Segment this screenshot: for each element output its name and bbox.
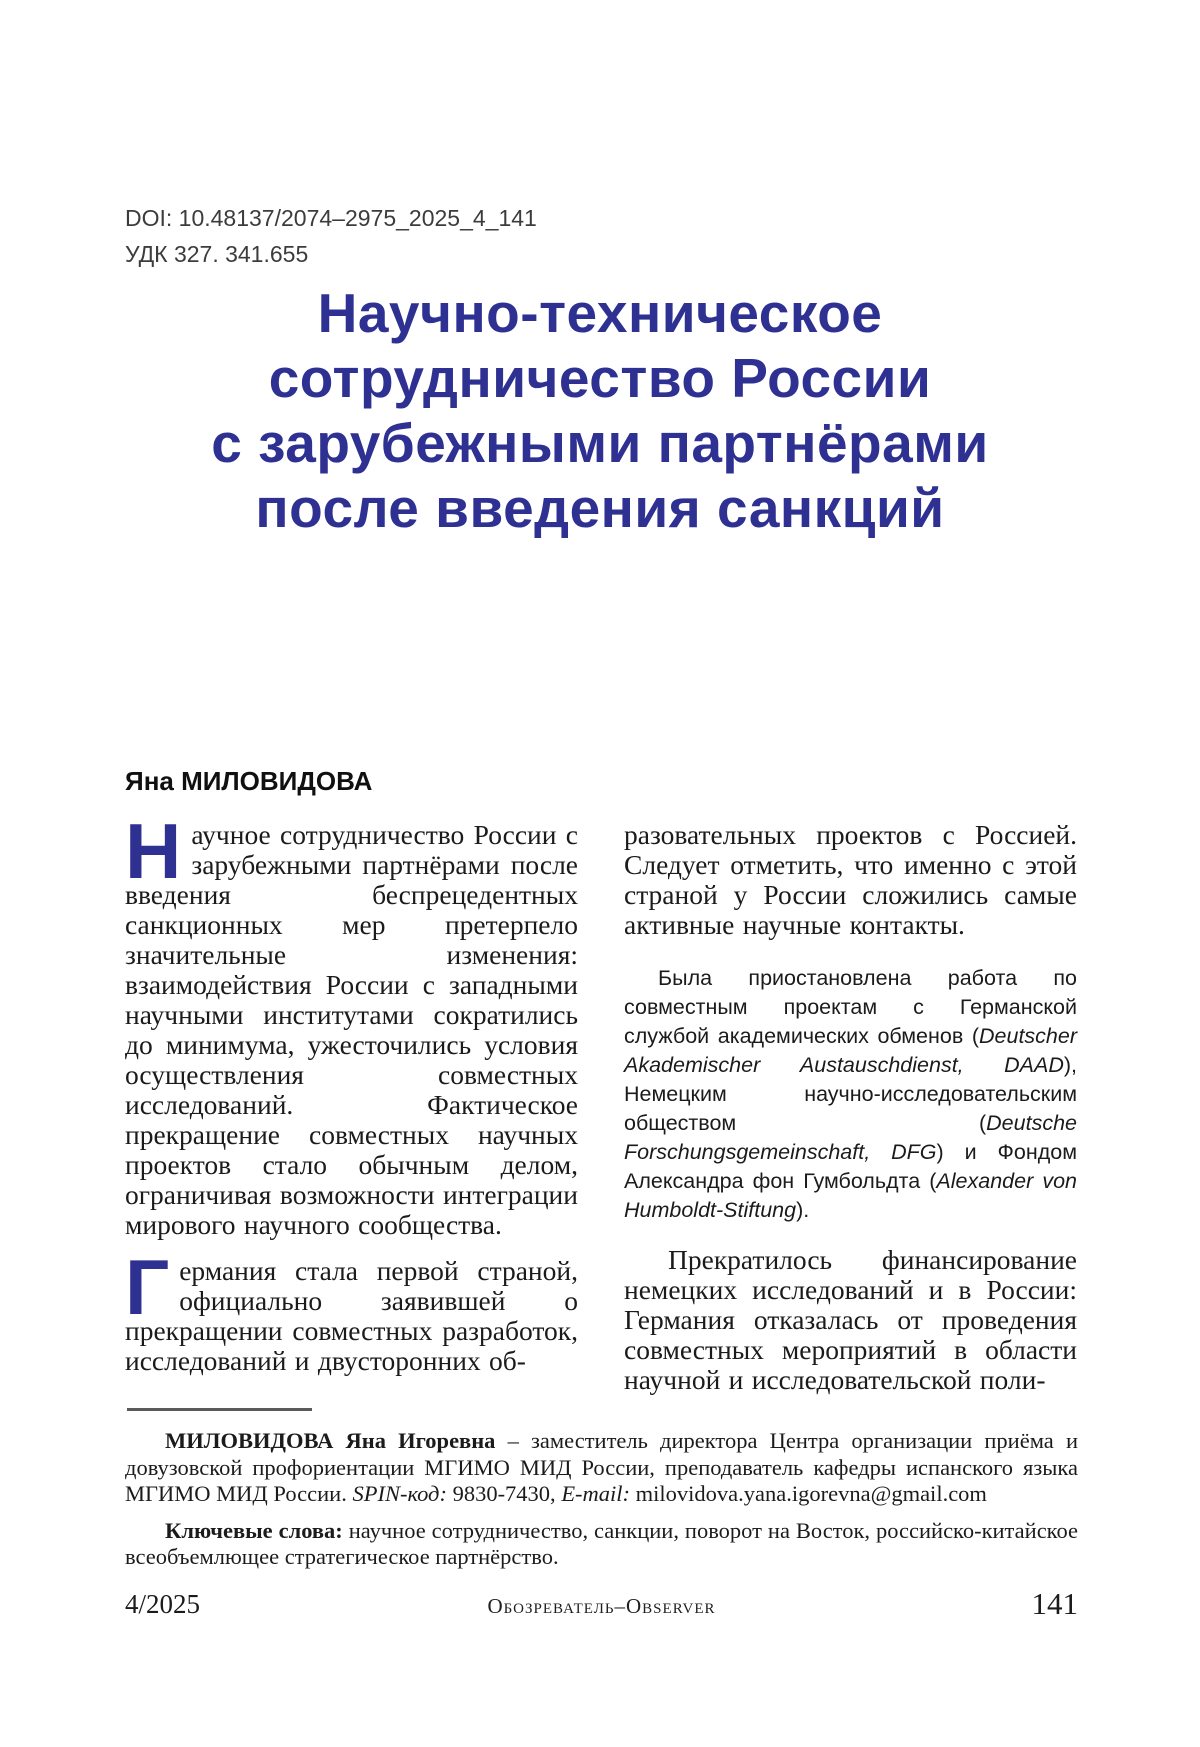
text-segment: 9830-7430, (446, 1481, 562, 1506)
text-segment: Deutscher Akademischer Austauschdienst, DAAD (624, 1024, 1077, 1077)
footnote-separator (127, 1408, 312, 1411)
text-segment: milovidova.yana.igorevna@gmail.com (630, 1481, 987, 1506)
text-segment: МИЛОВИДОВА Яна Игоревна (165, 1428, 496, 1453)
drop-cap: Г (125, 1243, 170, 1331)
left-column (125, 807, 578, 1395)
text-segment: Прекратилось финансирование немецких исследований и в России: Германия отказалась от проведения совместных мероприятий в области научной и исследовательской поли- (624, 1244, 1077, 1395)
article-meta (125, 200, 537, 272)
footnote-paragraph (125, 1518, 1078, 1571)
issue-number: 4/2025 (125, 1589, 201, 1619)
footnote-paragraph (125, 1428, 1078, 1508)
drop-cap: Н (125, 807, 182, 895)
text-segment: – заместитель директора Центра организации приёма и довузовской профориентации МГИМО МИД России, преподаватель кафедры испанского языка МГИМО МИД России. (125, 1428, 1078, 1506)
text-segment: разовательных проектов с Россией. Следует отметить, что именно с этой страной у России сложились самые активные научные контакты. (624, 819, 1077, 940)
body-paragraph (624, 1245, 1077, 1395)
title-line-4: после введения санкций (255, 477, 945, 539)
right-column (624, 820, 1077, 1395)
text-segment: Deutsche Forschungsgemeinschaft, DFG (624, 1111, 1077, 1164)
journal-name: Обозреватель–Observer (487, 1594, 716, 1618)
article-body (125, 807, 1078, 1395)
title-line-3: с зарубежными партнёрами (211, 412, 989, 474)
udc-code: УДК 327. 341.655 (125, 241, 309, 267)
body-paragraph (624, 964, 1077, 1225)
text-segment: ) и Фондом Александра фон Гумбольдта ( (624, 1140, 1077, 1193)
text-segment: Ключевые слова: (165, 1517, 343, 1543)
body-paragraph (125, 1243, 578, 1376)
page-footer (125, 1586, 1078, 1622)
text-segment: ), Немецким научно-исследовательским обществом ( (624, 1053, 1077, 1135)
text-segment: научное сотрудничество, санкции, поворот на Восток, российско-китайское всеобъемлющее стратегическое партнёрство. (125, 1517, 1078, 1569)
author-name: Яна МИЛОВИДОВА (125, 766, 373, 796)
page-number: 141 (1031, 1586, 1078, 1621)
title-line-1: Научно-техническое (317, 282, 883, 344)
body-paragraph (125, 807, 578, 1240)
article-title (0, 281, 1200, 541)
text-segment: Была приостановлена работа по совместным проектам с Германской службой академических обменов ( (624, 966, 1077, 1048)
body-paragraph (624, 820, 1077, 940)
doi: DOI: 10.48137/2074–2975_2025_4_141 (125, 205, 537, 231)
text-segment: ермания стала первой страной, официально заявившей о прекращении совместных разработок, исследований и двусторонних об- (125, 1255, 578, 1376)
text-segment: Alexander von Humboldt-Stiftung (624, 1169, 1077, 1222)
text-segment: SPIN-код: (352, 1481, 447, 1506)
text-segment: ). (796, 1198, 810, 1222)
title-line-2: сотрудничество России (268, 347, 932, 409)
footnote (125, 1428, 1078, 1571)
text-segment: аучное сотрудничество России с зарубежными партнёрами после введения беспрецедентных санкционных мер претерпело значительные изменения: взаимодействия России с западными научными институтами сократились до минимума, ужесточились условия осуществления совместных исследований. Фактическое прекращение совместных научных проектов стало обычным делом, ограничивая возможности интеграции мирового научного сообщества. (125, 819, 578, 1240)
text-segment: E-mail: (561, 1481, 631, 1506)
